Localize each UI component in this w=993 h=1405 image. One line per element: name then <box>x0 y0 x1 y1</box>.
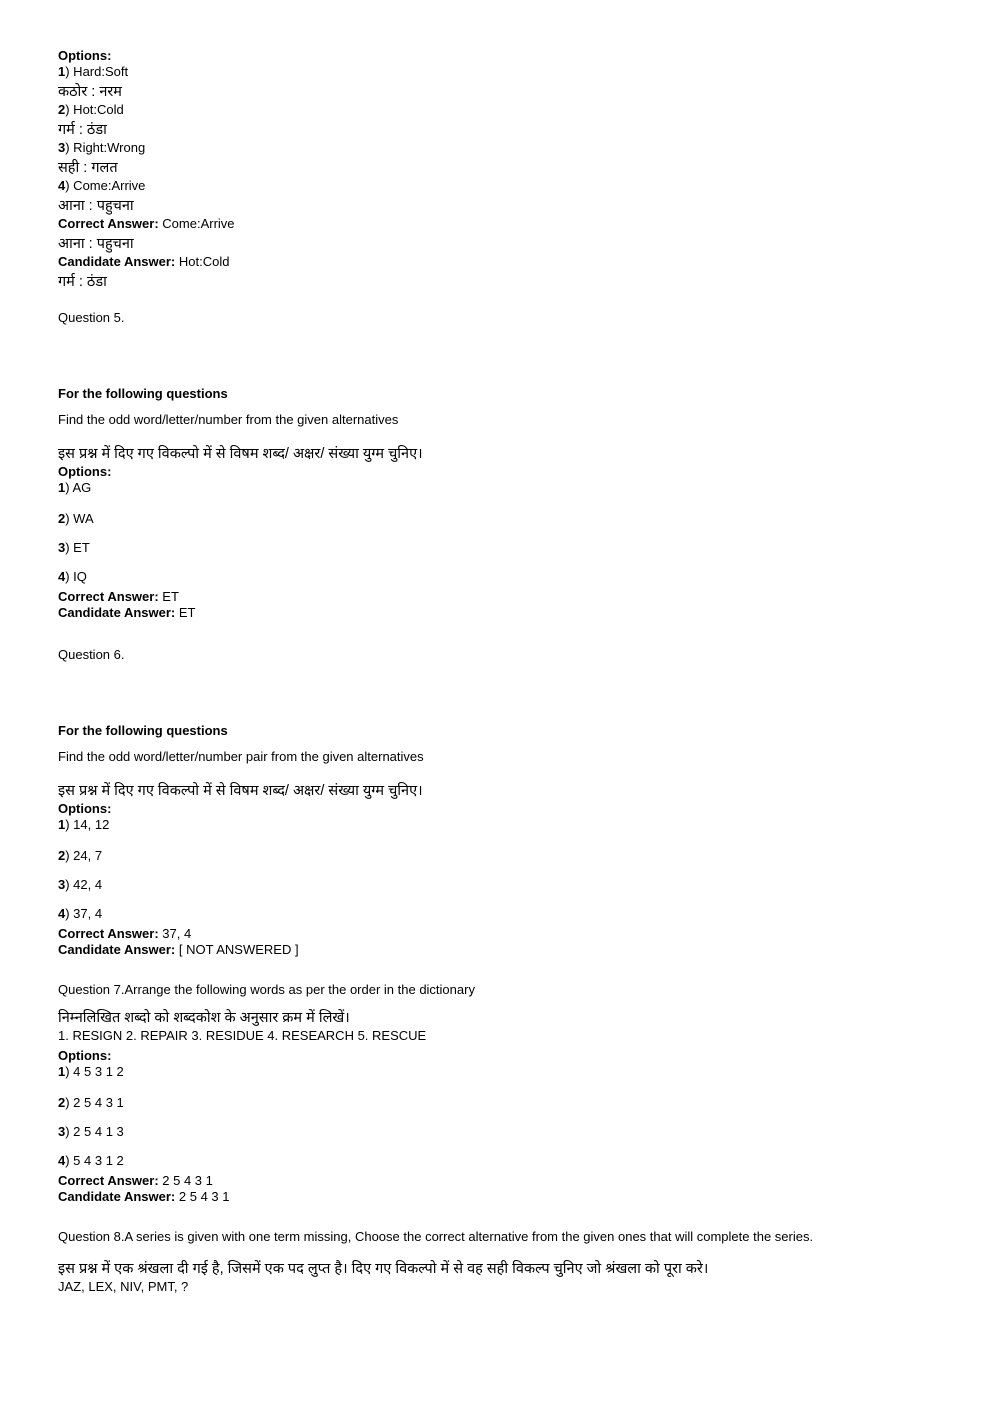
q4-candidate-answer-hindi: गर्म : ठंडा <box>58 274 107 290</box>
q6-instruction-hindi: इस प्रश्न में दिए गए विकल्पो में से विषम शब्द/ अक्षर/ संख्या युग्म चुनिए। <box>58 783 423 799</box>
q4-option-1-hindi: कठोर : नरम <box>58 84 122 100</box>
q5-option-1-number: 1 <box>58 480 66 495</box>
q4-correct-answer-line <box>58 216 963 232</box>
q6-option-4 <box>58 906 963 922</box>
question-7-block <box>58 982 963 1205</box>
q6-option-1 <box>58 817 963 833</box>
q5-correct-answer-line <box>58 589 963 605</box>
q6-option-4-number: 4 <box>58 906 66 921</box>
q5-option-1-text: ) AG <box>65 480 92 495</box>
q4-option-3 <box>58 140 963 156</box>
q6-option-2 <box>58 848 963 864</box>
q6-option-1-number: 1 <box>58 817 66 832</box>
q4-option-2-number: 2 <box>58 102 66 117</box>
q7-option-4-text: ) 5 4 3 1 2 <box>65 1153 124 1168</box>
question-5-title: Question 5. <box>58 310 125 325</box>
q5-correct-answer-label: Correct Answer: <box>58 589 159 604</box>
q6-correct-answer-label: Correct Answer: <box>58 926 159 941</box>
q6-instruction: Find the odd word/letter/number pair from the given alternatives <box>58 749 424 764</box>
q4-option-2-hindi: गर्म : ठंडा <box>58 122 107 138</box>
q6-option-4-text: ) 37, 4 <box>65 906 103 921</box>
q7-correct-answer-value: 2 5 4 3 1 <box>162 1173 213 1188</box>
q5-section-heading: For the following questions <box>58 386 228 401</box>
q4-option-2-text: ) Hot:Cold <box>65 102 124 117</box>
q4-option-4-text: ) Come:Arrive <box>65 178 146 193</box>
q7-correct-answer-line <box>58 1173 963 1189</box>
q5-instruction: Find the odd word/letter/number from the given alternatives <box>58 412 399 427</box>
q5-instruction-hindi: इस प्रश्न में दिए गए विकल्पो में से विषम शब्द/ अक्षर/ संख्या युग्म चुनिए। <box>58 446 423 462</box>
q7-option-3-number: 3 <box>58 1124 66 1139</box>
q7-candidate-answer-value: 2 5 4 3 1 <box>178 1189 230 1204</box>
q7-option-2 <box>58 1095 963 1111</box>
q4-option-1-text: ) Hard:Soft <box>65 64 129 79</box>
q6-section-heading: For the following questions <box>58 723 228 738</box>
q4-options-label: Options: <box>58 48 112 63</box>
question-8-block <box>58 1229 963 1295</box>
q6-correct-answer-value: 37, 4 <box>162 926 192 941</box>
q7-option-4-number: 4 <box>58 1153 66 1168</box>
q5-correct-answer-value: ET <box>162 589 179 604</box>
q5-option-4 <box>58 569 963 585</box>
q7-instruction-hindi: निम्नलिखित शब्दो को शब्दकोश के अनुसार क्रम में लिखें। <box>58 1010 350 1026</box>
q5-option-2 <box>58 511 963 527</box>
q4-option-3-hindi: सही : गलत <box>58 160 118 176</box>
q7-options-label: Options: <box>58 1048 112 1063</box>
q5-option-4-number: 4 <box>58 569 66 584</box>
q4-candidate-answer-label: Candidate Answer: <box>58 254 176 269</box>
q7-option-2-text: ) 2 5 4 3 1 <box>65 1095 124 1110</box>
q7-option-1-text: ) 4 5 3 1 2 <box>65 1064 124 1079</box>
q7-candidate-answer-line <box>58 1189 963 1205</box>
q5-option-1 <box>58 480 963 496</box>
question-6-title: Question 6. <box>58 647 125 662</box>
q6-candidate-answer-line <box>58 942 963 958</box>
q6-option-2-text: ) 24, 7 <box>65 848 103 863</box>
q7-option-2-number: 2 <box>58 1095 66 1110</box>
q4-correct-answer-value: Come:Arrive <box>162 216 235 231</box>
q7-option-3 <box>58 1124 963 1140</box>
q5-candidate-answer-value: ET <box>178 605 196 620</box>
q4-option-4-number: 4 <box>58 178 66 193</box>
q6-option-3 <box>58 877 963 893</box>
question-8-title: Question 8.A series is given with one term missing, Choose the correct alternative from the given ones that will complete the series. <box>58 1229 814 1244</box>
q5-option-3-number: 3 <box>58 540 66 555</box>
q5-candidate-answer-line <box>58 605 963 621</box>
q4-correct-answer-hindi: आना : पहुचना <box>58 236 134 252</box>
q4-option-3-number: 3 <box>58 140 66 155</box>
q6-option-3-text: ) 42, 4 <box>65 877 103 892</box>
q5-option-2-text: ) WA <box>65 511 94 526</box>
q8-instruction-hindi: इस प्रश्न में एक श्रंखला दी गई है, जिसमें एक पद लुप्त है। दिए गए विकल्पो में से वह सही विकल्प चुनिए जो श्रंखला को पूरा करे। <box>58 1261 709 1277</box>
q7-candidate-answer-label: Candidate Answer: <box>58 1189 176 1204</box>
q4-option-4-hindi: आना : पहुचना <box>58 198 134 214</box>
q7-option-1 <box>58 1064 963 1080</box>
q7-option-1-number: 1 <box>58 1064 66 1079</box>
q6-correct-answer-line <box>58 926 963 942</box>
q6-option-3-number: 3 <box>58 877 66 892</box>
q6-option-1-text: ) 14, 12 <box>65 817 110 832</box>
q7-option-4 <box>58 1153 963 1169</box>
q6-candidate-answer-label: Candidate Answer: <box>58 942 176 957</box>
q7-word-list: 1. RESIGN 2. REPAIR 3. RESIDUE 4. RESEARCH 5. RESCUE <box>58 1028 427 1043</box>
question-4-block <box>58 48 963 292</box>
q5-option-4-text: ) IQ <box>65 569 87 584</box>
q7-correct-answer-label: Correct Answer: <box>58 1173 159 1188</box>
q5-candidate-answer-label: Candidate Answer: <box>58 605 176 620</box>
q7-option-3-text: ) 2 5 4 1 3 <box>65 1124 124 1139</box>
q5-option-3-text: ) ET <box>65 540 90 555</box>
q4-option-4 <box>58 178 963 194</box>
question-5-block <box>58 310 963 621</box>
q8-series-text: JAZ, LEX, NIV, PMT, ? <box>58 1279 189 1294</box>
q4-candidate-answer-line <box>58 254 963 270</box>
q4-option-2 <box>58 102 963 118</box>
q4-option-1 <box>58 64 963 80</box>
question-7-title: Question 7.Arrange the following words as per the order in the dictionary <box>58 982 475 997</box>
q6-option-2-number: 2 <box>58 848 66 863</box>
question-6-block <box>58 647 963 958</box>
q5-options-label: Options: <box>58 464 112 479</box>
q4-candidate-answer-value: Hot:Cold <box>178 254 230 269</box>
q6-candidate-answer-value: [ NOT ANSWERED ] <box>178 942 299 957</box>
q4-option-3-text: ) Right:Wrong <box>65 140 146 155</box>
q4-correct-answer-label: Correct Answer: <box>58 216 159 231</box>
q4-option-1-number: 1 <box>58 64 66 79</box>
q5-option-2-number: 2 <box>58 511 66 526</box>
q6-options-label: Options: <box>58 801 112 816</box>
q5-option-3 <box>58 540 963 556</box>
